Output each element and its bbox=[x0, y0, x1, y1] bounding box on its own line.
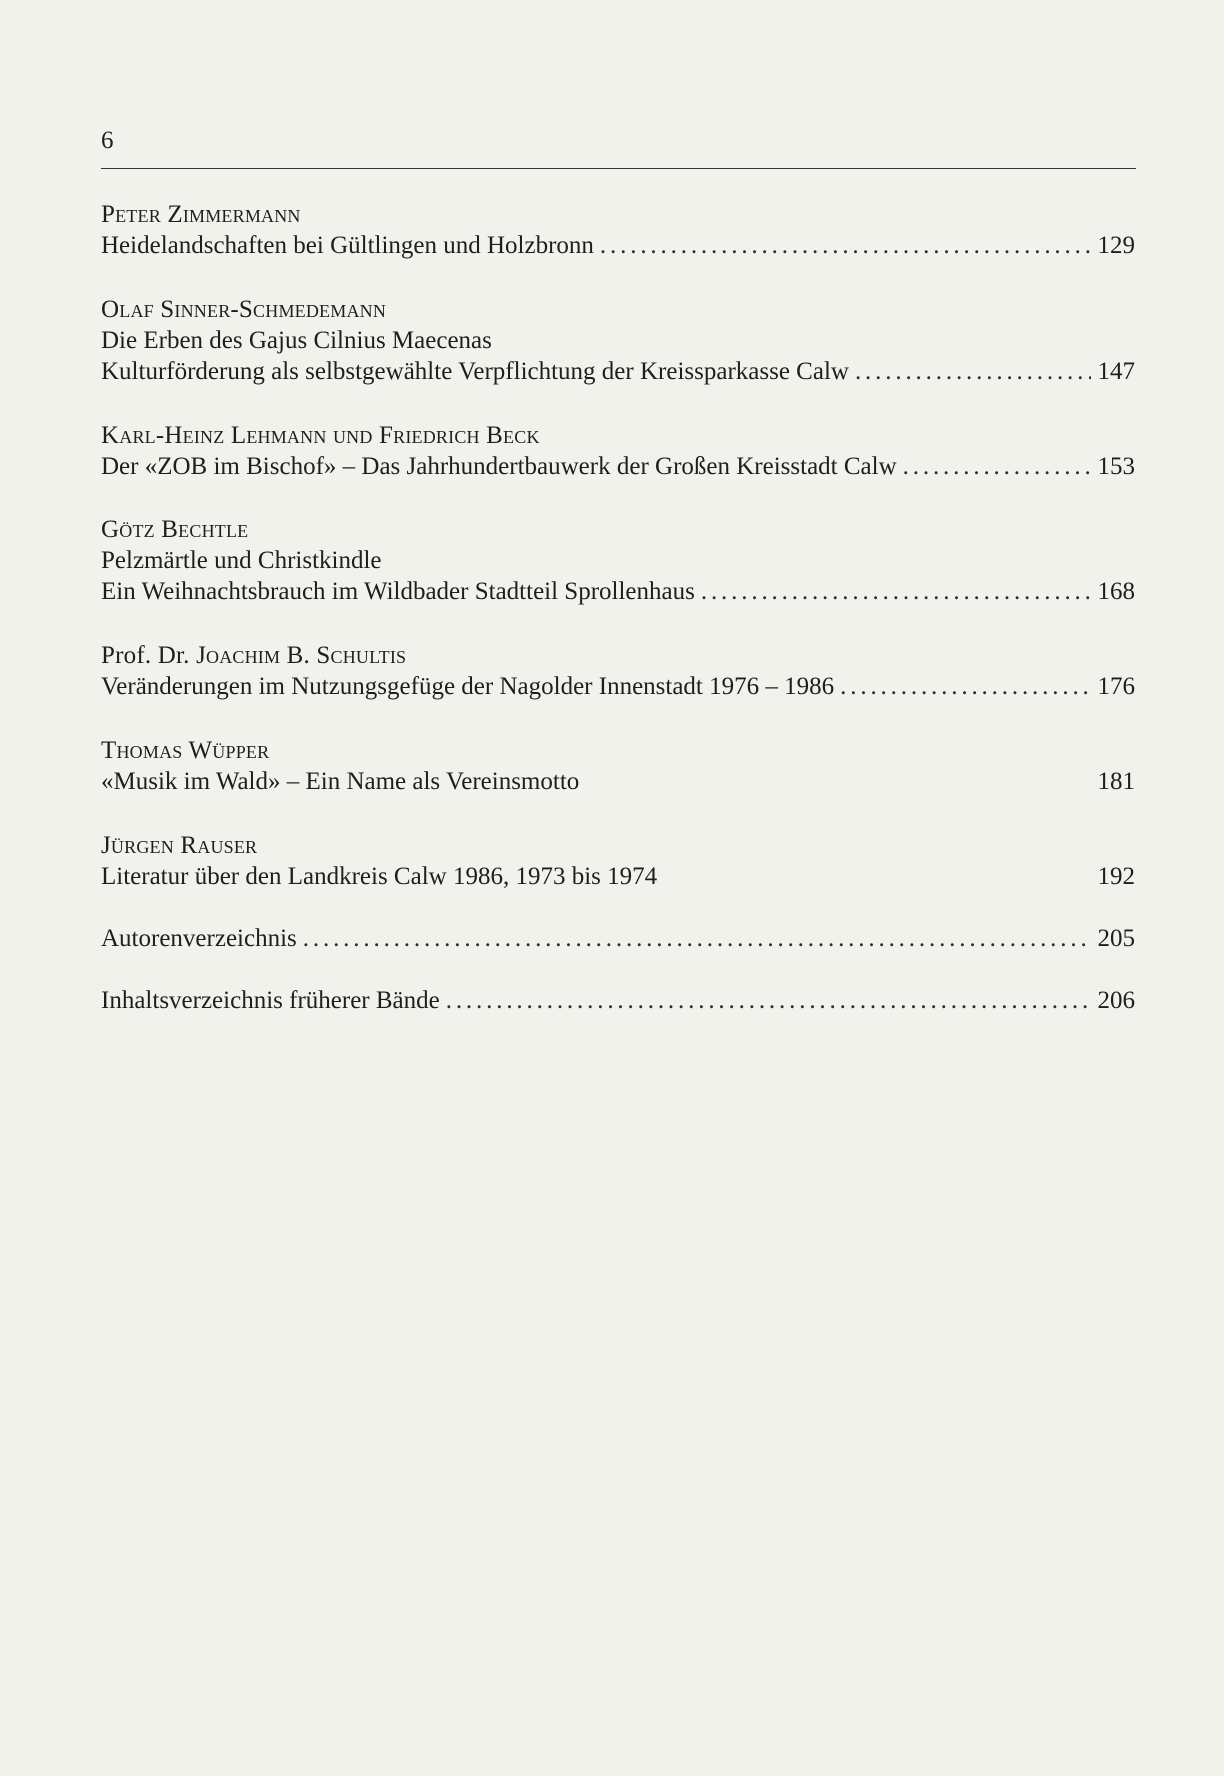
entry-page-number: 153 bbox=[1097, 453, 1135, 480]
entry-author bbox=[101, 831, 1135, 861]
toc-entry bbox=[101, 831, 1135, 892]
entry-title: Die Erben des Gajus Cilnius Maecenas bbox=[101, 327, 492, 354]
toc-entry bbox=[101, 923, 1135, 954]
entry-subtitle: Kulturförderung als selbstgewählte Verpflichtung der Kreissparkasse Calw bbox=[101, 358, 849, 385]
entry-title: Veränderungen im Nutzungsgefüge der Nagolder Innenstadt 1976 – 1986 bbox=[101, 673, 835, 700]
page-header bbox=[101, 126, 1136, 156]
entry-title: Autorenverzeichnis bbox=[101, 925, 297, 952]
entry-page-number: 176 bbox=[1097, 673, 1135, 700]
entry-title: Pelzmärtle und Christkindle bbox=[101, 547, 382, 574]
entry-title-line bbox=[101, 671, 1135, 702]
entry-title-line bbox=[101, 985, 1135, 1016]
page-number: 6 bbox=[101, 127, 114, 154]
entry-subtitle: Ein Weihnachtsbrauch im Wildbader Stadtteil Sprollenhaus bbox=[101, 578, 695, 605]
header-rule bbox=[101, 168, 1136, 169]
entry-page-number: 192 bbox=[1097, 863, 1135, 890]
entry-title: Der «ZOB im Bischof» – Das Jahrhundertbauwerk der Großen Kreisstadt Calw bbox=[101, 453, 897, 480]
entry-title-line bbox=[101, 766, 1135, 797]
entry-author bbox=[101, 421, 1135, 451]
author-name: Peter Zimmermann bbox=[101, 201, 301, 228]
dot-leader bbox=[855, 356, 1091, 387]
dot-leader bbox=[903, 451, 1091, 482]
entry-title-line bbox=[101, 923, 1135, 954]
entry-title-line bbox=[101, 325, 1135, 356]
entry-author bbox=[101, 200, 1135, 230]
toc-entry bbox=[101, 421, 1135, 482]
author-name: Thomas Wüpper bbox=[101, 737, 270, 764]
toc-entry bbox=[101, 641, 1135, 702]
entry-author: Prof. Dr. Joachim B. Schultis bbox=[101, 642, 407, 669]
author-name: Olaf Sinner-Schmedemann bbox=[101, 296, 387, 323]
entry-page-number: 168 bbox=[1097, 578, 1135, 605]
entry-author bbox=[101, 295, 1135, 325]
entry-title-line bbox=[101, 576, 1135, 607]
entry-title-line bbox=[101, 356, 1135, 387]
entry-title: Heidelandschaften bei Gültlingen und Holzbronn bbox=[101, 232, 594, 259]
toc-entry bbox=[101, 985, 1135, 1016]
entry-page-number: 206 bbox=[1097, 987, 1135, 1014]
author-name: Karl-Heinz Lehmann und Friedrich Beck bbox=[101, 422, 540, 449]
dot-leader bbox=[600, 230, 1091, 261]
entry-title: «Musik im Wald» – Ein Name als Vereinsmotto bbox=[101, 768, 580, 795]
entry-title-line bbox=[101, 230, 1135, 261]
dot-leader bbox=[840, 671, 1091, 702]
dot-leader bbox=[446, 985, 1091, 1016]
entry-page-number: 129 bbox=[1097, 232, 1135, 259]
entry-title: Literatur über den Landkreis Calw 1986, 1973 bis 1974 bbox=[101, 863, 658, 890]
entry-author bbox=[101, 515, 1135, 545]
table-of-contents bbox=[101, 200, 1135, 1016]
toc-entry bbox=[101, 736, 1135, 797]
entry-page-number: 147 bbox=[1097, 358, 1135, 385]
author-name: Götz Bechtle bbox=[101, 516, 249, 543]
author-name: Jürgen Rauser bbox=[101, 832, 258, 859]
entry-page-number: 205 bbox=[1097, 925, 1135, 952]
dot-leader bbox=[303, 923, 1091, 954]
toc-entry bbox=[101, 295, 1135, 387]
entry-title-line bbox=[101, 861, 1135, 892]
entry-title-line bbox=[101, 451, 1135, 482]
toc-entry bbox=[101, 200, 1135, 261]
author-name: Joachim B. Schultis bbox=[196, 642, 407, 669]
entry-page-number: 181 bbox=[1097, 768, 1135, 795]
entry-title-line bbox=[101, 545, 1135, 576]
entry-title: Inhaltsverzeichnis früherer Bände bbox=[101, 987, 440, 1014]
dot-leader bbox=[701, 576, 1091, 607]
toc-entry bbox=[101, 515, 1135, 607]
entry-author bbox=[101, 736, 1135, 766]
